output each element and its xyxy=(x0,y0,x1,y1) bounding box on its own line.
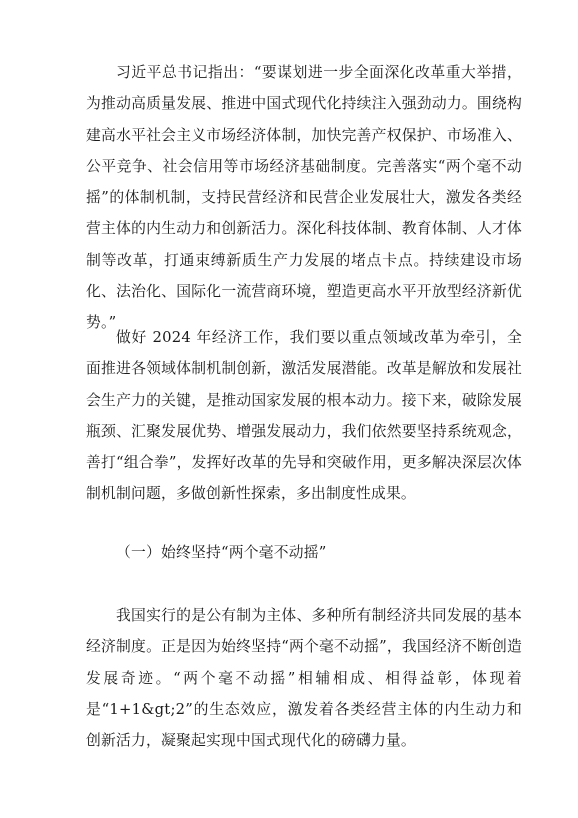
section-heading: （一）始终坚持“两个毫不动摇” xyxy=(116,544,327,561)
paragraph-intro-quote: 习近平总书记指出：“要谋划进一步全面深化改革重大举措，为推动高质量发展、推进中国式现代化持续注入强劲动力。围绕构建高水平社会主义市场经济体制，加快完善产权保护、市场准入、公平竞争、社会信用等市场经济基础制度。完善落实“两个毫不动摇”的体制机制，支持民营经济和民营企业发展壮大，激发各类经营主体的内生动力和创新活力。深化科技体制、教育体制、人才体制等改革，打通束缚新质生产力发展的堵点卡点。持续建设市场化、法治化、国际化一流营商环境，塑造更高水平开放型经济新优势。” xyxy=(86,64,522,332)
paragraph-basic-economic-system: 我国实行的是公有制为主体、多种所有制经济共同发展的基本经济制度。正是因为始终坚持“两个毫不动摇”，我国经济不断创造发展奇迹。“两个毫不动摇”相辅相成、相得益彰，体现着是“1+1&gt;2”的生态效应，激发着各类经营主体的内生动力和创新活力，凝聚起实现中国式现代化的磅礴力量。 xyxy=(86,607,522,750)
paragraph-economic-work: 做好 2024 年经济工作，我们要以重点领域改革为牵引，全面推进各领域体制机制创新，激活发展潜能。改革是解放和发展社会生产力的关键，是推动国家发展的根本动力。接下来，破除发展瓶颈、汇聚发展优势、增强发展动力，我们依然要坚持系统观念，善打“组合拳”，发挥好改革的先导和突破作用，更多解决深层次体制机制问题，多做创新性探索，多出制度性成果。 xyxy=(86,329,522,503)
